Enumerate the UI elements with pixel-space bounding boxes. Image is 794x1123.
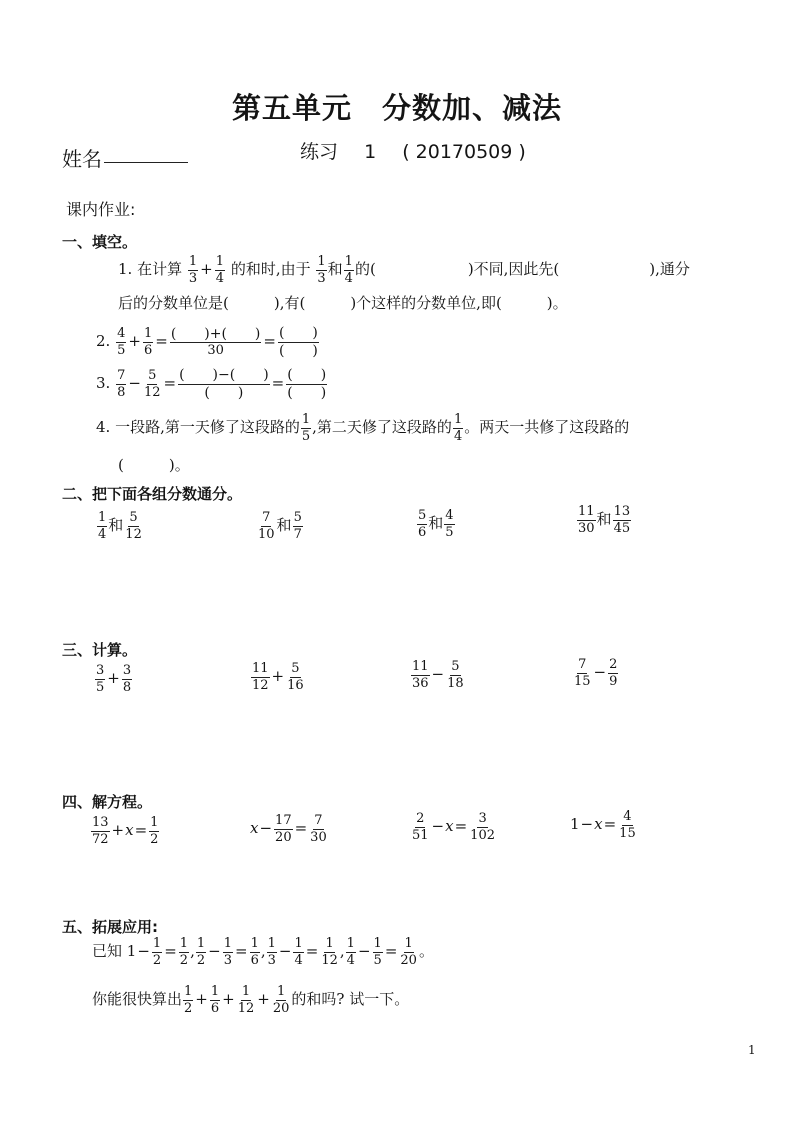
q2-number: 2.	[96, 332, 111, 351]
fraction: $\frac{1}{4}$	[98, 510, 107, 542]
fraction: $\frac{5}{6}$	[418, 508, 427, 540]
fraction: $\frac{1}{2}$	[184, 984, 193, 1016]
fraction: $\frac{1}{20}$	[400, 936, 417, 968]
q1-line2: 后的分数单位是( ),有( )个这样的分数单位,即( )。	[118, 294, 568, 312]
name-blank-line	[104, 162, 188, 163]
fraction: $\frac{1}{12}$	[321, 936, 338, 968]
s2-item-2	[256, 511, 304, 541]
variable-x: x	[250, 819, 259, 838]
practice-label: 练习	[300, 141, 339, 163]
page-title: 第五单元 分数加、减法	[231, 91, 562, 125]
s3-item-3: $\frac{11}{36}$ − $\frac{5}{18}$	[412, 659, 464, 691]
fraction-blank: $\frac{( )-( )}{( )}$	[179, 367, 269, 401]
s4-equation-1: $\frac{13}{72}$ +x= $\frac{1}{2}$	[92, 815, 159, 847]
s3-item-1: $\frac{3}{5}$ + $\frac{3}{8}$	[96, 663, 132, 695]
page-number: 1	[748, 1043, 756, 1057]
fraction: $\frac{1}{20}$	[272, 984, 290, 1016]
fraction: $\frac{1}{2}$	[150, 815, 159, 847]
fraction-blank: $\frac{( )}{( )}$	[287, 367, 327, 401]
fraction: $\frac{5}{12}$	[143, 368, 161, 400]
q3-number: 3.	[96, 374, 111, 393]
section4-heading: 四、解方程。	[62, 793, 153, 811]
fraction-blank: $\frac{( )}{( )}$	[278, 325, 318, 359]
q4-text-c: 。两天一共修了这段路的	[464, 418, 630, 437]
s3-item-4: $\frac{7}{15}$ − $\frac{2}{9}$	[574, 657, 618, 689]
fraction: $\frac{7}{10}$	[258, 510, 275, 542]
s5-line2: 你能很快算出 $\frac{1}{2}$ + $\frac{1}{6}$ + $\frac{1}{12}$ + $\frac{1}{20}$ 的和吗? 试一下。	[92, 984, 410, 1016]
fraction: $\frac{1}{5}$	[373, 936, 382, 968]
section5-heading: 五、拓展应用:	[62, 918, 158, 936]
q1-text-a: 在计算	[137, 260, 183, 279]
fraction: $\frac{7}{8}$	[117, 368, 126, 400]
s5-text-a: 你能很快算出	[92, 990, 183, 1009]
q1-text-d: 的(	[354, 260, 376, 279]
practice-date: ( 20170509 )	[402, 141, 526, 163]
fraction: $\frac{4}{5}$	[445, 508, 454, 540]
denominator-30: 30	[207, 343, 224, 359]
fraction: $\frac{5}{18}$	[447, 659, 464, 691]
q1-text-f: ),通分	[649, 260, 690, 279]
section1-heading: 一、填空。	[62, 233, 138, 251]
fraction: $\frac{1}{4}$	[215, 254, 225, 286]
fraction: $\frac{2}{9}$	[609, 657, 618, 689]
s3-item-2: $\frac{11}{12}$ + $\frac{5}{16}$	[252, 661, 304, 693]
fraction: $\frac{1}{3}$	[267, 936, 276, 968]
fraction: $\frac{3}{8}$	[122, 663, 132, 695]
q2-line: 2. $\frac{4}{5}$ + $\frac{1}{6}$ = $\frac{( )+( )}{30}$ = $\frac{( )}{( )}$	[96, 325, 318, 359]
q4-line2: ( )。	[118, 456, 190, 474]
name-label: 姓名	[62, 147, 102, 171]
s2-item-4	[576, 505, 632, 535]
and-text: 和	[108, 516, 124, 535]
practice-number: 1	[364, 141, 377, 163]
fraction: $\frac{1}{4}$	[453, 412, 463, 444]
fraction: $\frac{1}{6}$	[210, 984, 220, 1016]
q4-text-a: 一段路,第一天修了这段路的	[115, 418, 300, 437]
fraction: $\frac{3}{5}$	[96, 663, 105, 695]
fraction: $\frac{1}{6}$	[143, 326, 153, 358]
fraction: $\frac{1}{4}$	[344, 254, 353, 286]
variable-x: x	[125, 821, 134, 840]
fraction: $\frac{1}{2}$	[196, 936, 206, 968]
homework-label: 课内作业:	[66, 200, 136, 219]
fraction: $\frac{11}{12}$	[252, 661, 269, 693]
fraction: $\frac{1}{2}$	[179, 936, 189, 968]
fraction-blank: $\frac{( )+( )}{30}$	[170, 325, 261, 359]
q1-text-e: )不同,因此先(	[467, 260, 560, 279]
and-text: 和	[596, 510, 612, 529]
fraction: $\frac{1}{6}$	[250, 936, 259, 968]
s5-prefix: 已知	[92, 942, 123, 961]
q4-line1	[96, 413, 629, 443]
s4-equation-3: $\frac{2}{51}$ −x= $\frac{3}{102}$	[412, 811, 495, 843]
s5-text-b: 的和吗? 试一下。	[291, 990, 410, 1009]
and-text: 和	[428, 514, 444, 533]
q1-number: 1.	[118, 260, 133, 279]
s2-item-3	[416, 509, 456, 539]
fraction: $\frac{1}{3}$	[188, 254, 198, 286]
section2-heading: 二、把下面各组分数通分。	[62, 485, 243, 503]
fraction: $\frac{5}{16}$	[287, 661, 304, 693]
fraction: $\frac{4}{5}$	[117, 326, 126, 358]
variable-x: x	[594, 815, 603, 834]
fraction: $\frac{3}{102}$	[470, 811, 495, 843]
s4-equation-2: x− $\frac{17}{20}$ = $\frac{7}{30}$	[250, 813, 327, 845]
q3-line: 3. $\frac{7}{8}$ − $\frac{5}{12}$ = $\frac{( )-( )}{( )}$ = $\frac{( )}{( )}$	[96, 367, 327, 401]
s2-item-1	[96, 511, 144, 541]
fraction: $\frac{1}{2}$	[152, 936, 162, 968]
fraction: $\frac{4}{15}$	[619, 809, 636, 841]
fraction: $\frac{17}{20}$	[275, 813, 292, 845]
fraction: $\frac{7}{15}$	[574, 657, 591, 689]
fraction: $\frac{11}{36}$	[412, 659, 429, 691]
q1-text-b: 的和时,由于	[230, 260, 311, 279]
number-one: 1	[570, 815, 580, 834]
s4-equation-4: 1−x= $\frac{4}{15}$	[570, 809, 636, 841]
fraction: $\frac{5}{7}$	[293, 510, 302, 542]
practice-header	[300, 137, 546, 164]
fraction: $\frac{1}{12}$	[237, 984, 255, 1016]
fraction: $\frac{11}{30}$	[578, 504, 595, 536]
fraction: $\frac{13}{72}$	[92, 815, 109, 847]
fraction: $\frac{5}{12}$	[125, 510, 142, 542]
variable-x: x	[445, 817, 454, 836]
s5-line1: 已知 1− $\frac{1}{2}$ = $\frac{1}{2}$ , $\frac{1}{2}$ − $\frac{1}{3}$ = $\frac{1}{6}$ , $\frac{1}{3}$ − $\frac{1}{4}$ = $\frac{1}{12}$ , $\frac{1}{4}$ − $\frac{1}{5}$ = $\frac{1}{20}$ 。	[92, 936, 434, 968]
fraction: $\frac{1}{5}$	[301, 412, 311, 444]
fraction: $\frac{1}{3}$	[223, 936, 232, 968]
q1-text-c: 和	[327, 260, 343, 279]
fraction: $\frac{7}{30}$	[310, 813, 327, 845]
and-text: 和	[276, 516, 292, 535]
fraction: $\frac{1}{3}$	[317, 254, 326, 286]
fraction: $\frac{13}{45}$	[613, 504, 631, 536]
q4-number: 4.	[96, 418, 111, 437]
fraction: $\frac{1}{4}$	[346, 936, 355, 968]
fraction: $\frac{1}{4}$	[294, 936, 303, 968]
section3-heading: 三、计算。	[62, 641, 138, 659]
q1-line1: 1. 在计算 $\frac{1}{3}$ + $\frac{1}{4}$ 的和时,由于 $\frac{1}{3}$ 和 $\frac{1}{4}$ 的( )不同,因此先( ),通分	[118, 254, 690, 286]
q4-text-b: ,第二天修了这段路的	[312, 418, 452, 437]
fraction: $\frac{2}{51}$	[412, 811, 429, 843]
